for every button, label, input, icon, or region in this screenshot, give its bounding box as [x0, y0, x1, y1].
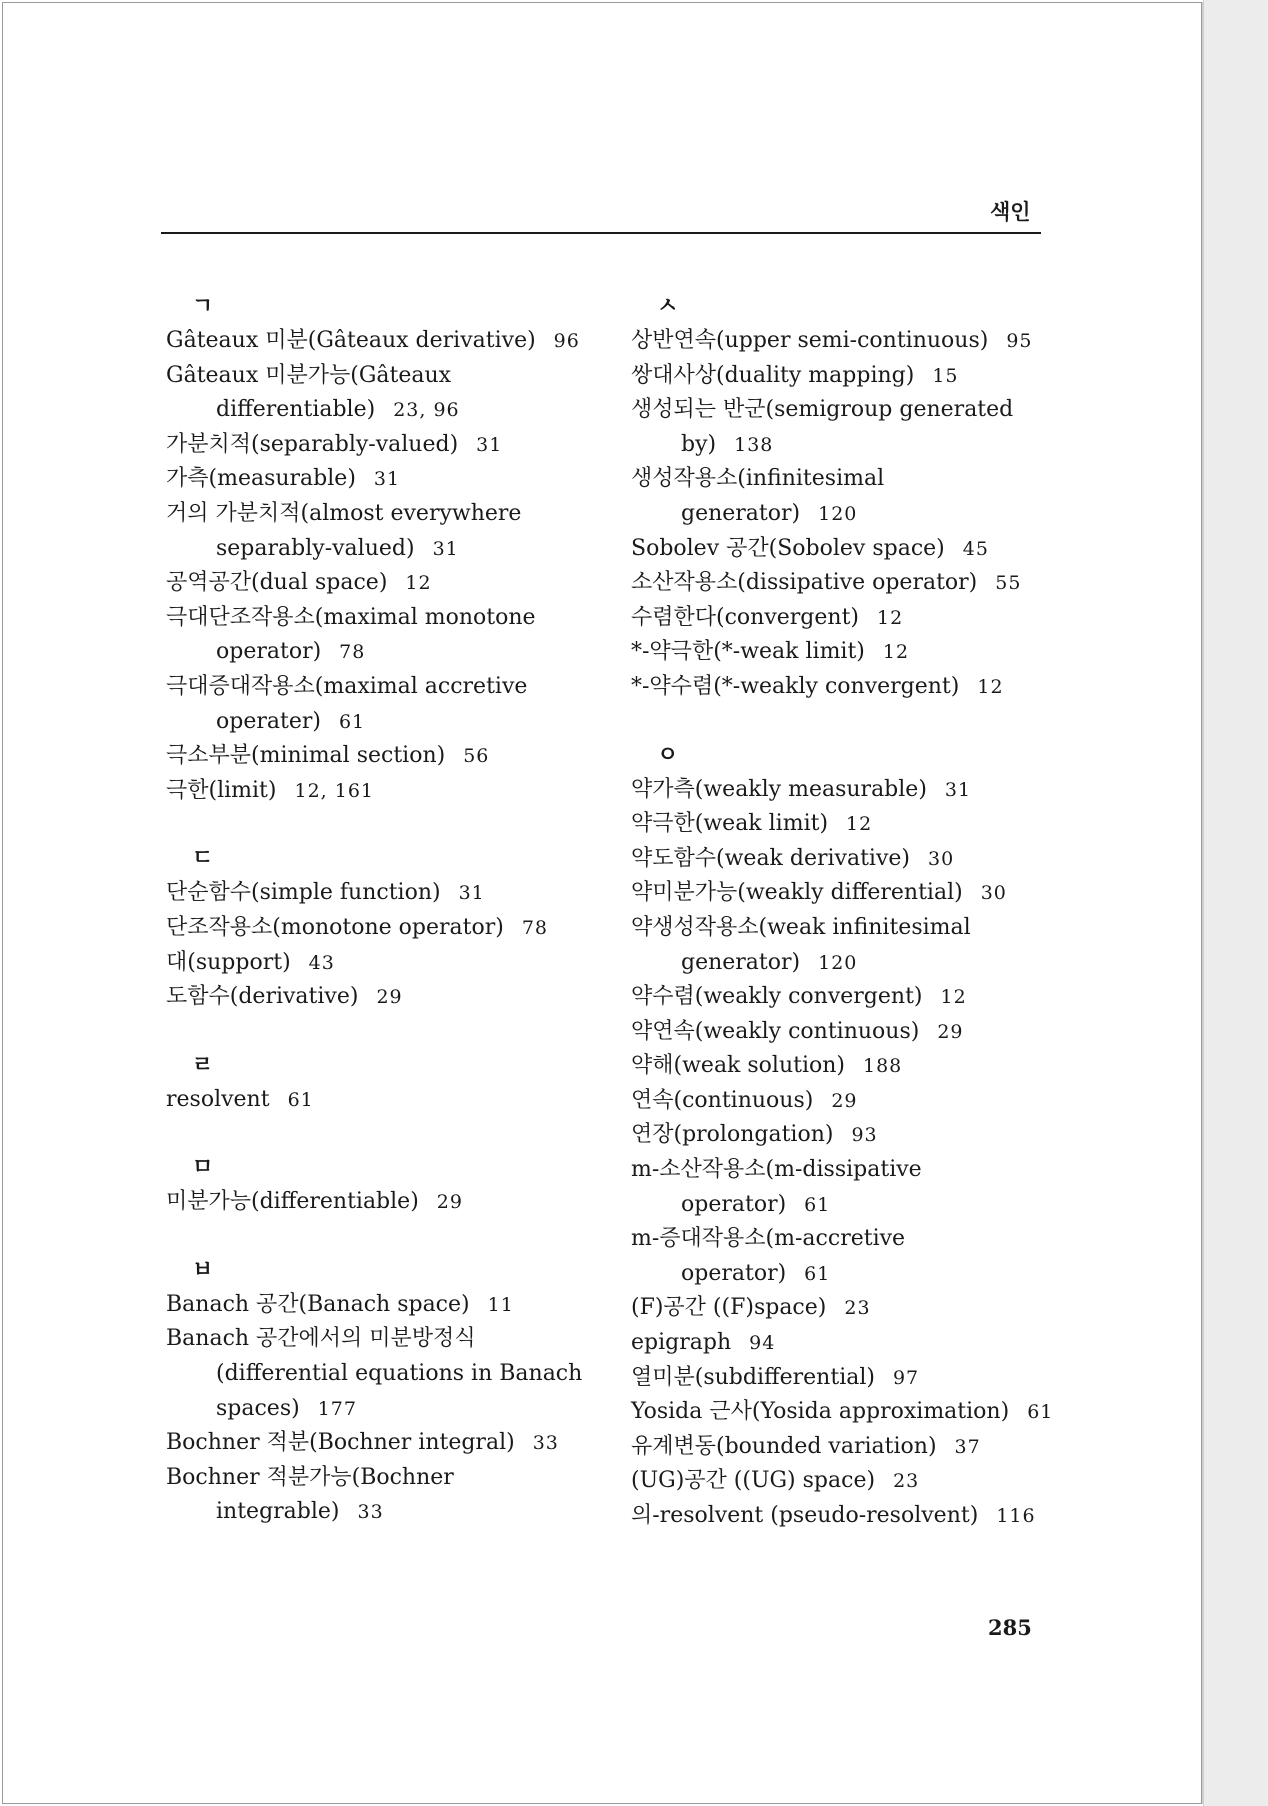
- index-pages: 33: [357, 1501, 384, 1524]
- index-entry: [631, 1015, 1061, 1050]
- index-term: Bochner 적분가능(Bochner integrable): [166, 1464, 454, 1525]
- index-entry: [166, 946, 586, 981]
- index-pages: 37: [954, 1435, 981, 1458]
- index-term: 유계변동(bounded variation): [631, 1433, 937, 1459]
- index-pages: 29: [436, 1191, 463, 1214]
- index-term: 의-resolvent (pseudo-resolvent): [631, 1503, 979, 1528]
- index-entry: [631, 1430, 1061, 1465]
- index-entry: [631, 1326, 1061, 1361]
- index-pages: 120: [818, 502, 858, 525]
- index-term: 공역공간(dual space): [166, 570, 388, 596]
- index-entry: [631, 1291, 1061, 1326]
- index-term: 약생성작용소(weak infinitesimal generator): [631, 914, 971, 975]
- index-pages: 30: [928, 847, 955, 870]
- index-entry: [631, 1361, 1061, 1396]
- index-pages: 55: [995, 572, 1022, 595]
- index-term: resolvent: [166, 1086, 270, 1112]
- index-column-right: [631, 290, 1061, 1534]
- index-pages: 61: [287, 1088, 314, 1111]
- index-term: 약도함수(weak derivative): [631, 845, 910, 871]
- index-pages: 116: [996, 1505, 1036, 1527]
- index-pages: 61: [338, 710, 366, 733]
- index-entry: [631, 1118, 1061, 1153]
- index-pages: 93: [851, 1124, 878, 1147]
- index-term: 극대단조작용소(maximal monotone operator): [166, 604, 536, 665]
- index-pages: 94: [749, 1332, 776, 1355]
- index-entry: [166, 1322, 586, 1426]
- index-term: 연장(prolongation): [631, 1122, 834, 1148]
- index-entry: [631, 980, 1061, 1015]
- index-term: 가측(measurable): [166, 466, 356, 492]
- index-entry: [631, 532, 1061, 567]
- index-entry: [166, 670, 586, 739]
- index-term: (F)공간 ((F)space): [631, 1295, 827, 1321]
- index-entry: [166, 876, 586, 911]
- index-entry: [166, 1288, 586, 1323]
- index-term: *-약수렴(*-weakly convergent): [631, 673, 960, 699]
- index-entry: [631, 566, 1061, 601]
- index-term: 약해(weak solution): [631, 1053, 845, 1079]
- index-entry: [166, 980, 586, 1015]
- index-entry: [631, 1084, 1061, 1119]
- index-term: 극소부분(minimal section): [166, 743, 446, 769]
- index-pages: 29: [831, 1089, 858, 1112]
- index-entry: [631, 1153, 1061, 1222]
- section-letter: ㅅ: [657, 294, 679, 319]
- index-term: 열미분(subdifferential): [631, 1364, 875, 1390]
- index-entry: [631, 1049, 1061, 1084]
- index-pages: 95: [1006, 330, 1033, 352]
- index-term: 수렴한다(convergent): [631, 604, 859, 630]
- index-term: m-증대작용소(m-accretive operator): [631, 1226, 906, 1286]
- index-entry: [631, 635, 1061, 670]
- index-term: 생성작용소(infinitesimal generator): [631, 466, 885, 526]
- index-pages: 11: [487, 1293, 514, 1316]
- index-entry: [631, 462, 1061, 531]
- index-pages: 61: [1027, 1401, 1054, 1424]
- header-rule: [161, 232, 1041, 234]
- index-pages: 31: [458, 882, 485, 905]
- index-column-left: [166, 290, 586, 1530]
- viewer-margin: [1203, 0, 1268, 1806]
- index-entry: [166, 1426, 586, 1461]
- index-term: 약극한(weak limit): [631, 811, 829, 837]
- index-pages: 61: [804, 1262, 831, 1285]
- index-pages: 31: [944, 778, 972, 801]
- index-term: 거의 가분치적(almost everywhere separably-valued): [166, 500, 522, 561]
- index-pages: 43: [308, 951, 335, 974]
- index-pages: 177: [317, 1397, 357, 1420]
- index-entry: [631, 807, 1061, 842]
- index-pages: 96: [553, 330, 580, 352]
- index-term: 생성되는 반군(semigroup generated by): [631, 397, 1014, 457]
- index-entry: [166, 359, 586, 428]
- index-term: 약가측(weakly measurable): [631, 776, 927, 802]
- index-pages: 23: [893, 1470, 920, 1493]
- index-term: 대(support): [166, 949, 291, 975]
- index-entry: [631, 1395, 1061, 1430]
- index-term: Sobolev 공간(Sobolev space): [631, 535, 945, 561]
- index-pages: 29: [937, 1020, 964, 1043]
- index-pages: 15: [932, 364, 959, 387]
- index-term: Yosida 근사(Yosida approximation): [631, 1399, 1010, 1425]
- index-term: *-약극한(*-weak limit): [631, 639, 865, 665]
- index-term: 극대증대작용소(maximal accretive operater): [166, 673, 528, 734]
- index-pages: 12: [882, 641, 910, 664]
- index-entry: [631, 393, 1061, 462]
- index-entry: [631, 773, 1061, 808]
- index-pages: 12: [977, 675, 1004, 698]
- running-head: 색인: [990, 200, 1031, 224]
- index-pages: 12: [846, 813, 873, 836]
- index-pages: 12: [877, 606, 904, 629]
- index-entry: [166, 324, 586, 359]
- index-entry: [631, 324, 1061, 359]
- page-number: 285: [988, 1615, 1032, 1640]
- index-entry: [631, 911, 1061, 980]
- index-term: 도함수(derivative): [166, 984, 359, 1010]
- index-term: 상반연속(upper semi-continuous): [631, 328, 989, 353]
- index-pages: 30: [980, 882, 1007, 905]
- index-entry: [631, 1464, 1061, 1499]
- section-gap: [166, 808, 586, 842]
- index-pages: 56: [463, 745, 490, 768]
- index-term: 가분치적(separably-valued): [166, 431, 459, 457]
- index-pages: 29: [376, 986, 403, 1009]
- index-pages: 31: [432, 537, 459, 560]
- index-entry: [166, 774, 586, 809]
- section-gap: [166, 1220, 586, 1254]
- section-letter: ㄱ: [192, 294, 214, 319]
- section-letter: ㄷ: [192, 846, 214, 872]
- index-pages: 78: [339, 641, 366, 664]
- index-term: 소산작용소(dissipative operator): [631, 570, 978, 596]
- index-entry: [631, 359, 1061, 394]
- index-entry: [631, 1499, 1061, 1534]
- index-entry: [166, 1185, 586, 1220]
- index-term: Banach 공간에서의 미분방정식 (differential equations in Banach spaces): [166, 1326, 583, 1421]
- index-term: 약수렴(weakly convergent): [631, 984, 923, 1010]
- section-letter: ㄹ: [192, 1052, 214, 1078]
- index-entry: [166, 566, 586, 601]
- section-letter: ㅂ: [192, 1257, 214, 1283]
- index-term: 쌍대사상(duality mapping): [631, 362, 915, 388]
- index-entry: [166, 911, 586, 946]
- index-entry: [166, 601, 586, 670]
- index-pages: 97: [892, 1366, 920, 1389]
- section-letter: ㅇ: [657, 742, 679, 768]
- index-term: Bochner 적분(Bochner integral): [166, 1430, 515, 1456]
- index-term: m-소산작용소(m-dissipative operator): [631, 1157, 922, 1217]
- section-gap: [166, 1117, 586, 1151]
- index-pages: 138: [734, 433, 774, 456]
- index-pages: 45: [962, 537, 989, 560]
- index-entry: [166, 428, 586, 463]
- section-letter: ㅁ: [192, 1155, 214, 1181]
- index-term: 극한(limit): [166, 777, 277, 803]
- index-entry: [166, 1083, 586, 1118]
- index-pages: 78: [521, 916, 548, 939]
- index-term: 약미분가능(weakly differential): [631, 880, 963, 906]
- index-term: 약연속(weakly continuous): [631, 1018, 920, 1044]
- index-term: 연속(continuous): [631, 1087, 814, 1113]
- index-pages: 33: [532, 1432, 559, 1455]
- index-pages: 23: [844, 1297, 871, 1320]
- section-gap: [166, 1015, 586, 1049]
- index-entry: [631, 876, 1061, 911]
- index-entry: [166, 462, 586, 497]
- index-pages: 120: [818, 951, 858, 974]
- index-pages: 31: [476, 433, 503, 456]
- index-term: Gâteaux 미분(Gâteaux derivative): [166, 328, 536, 353]
- index-pages: 12, 161: [294, 779, 375, 802]
- index-pages: 12: [940, 986, 967, 1009]
- index-pages: 23, 96: [393, 399, 460, 422]
- index-entry: [166, 497, 586, 566]
- index-entry: [631, 842, 1061, 877]
- index-entry: [166, 1461, 586, 1530]
- index-term: (UG)공간 ((UG) space): [631, 1468, 876, 1494]
- index-pages: 61: [804, 1193, 831, 1216]
- index-entry: [166, 739, 586, 774]
- index-term: Banach 공간(Banach space): [166, 1291, 470, 1317]
- index-entry: [631, 1222, 1061, 1291]
- index-entry: [631, 670, 1061, 705]
- index-term: 단순함수(simple function): [166, 880, 441, 906]
- index-term: 미분가능(differentiable): [166, 1189, 419, 1215]
- section-gap: [631, 705, 1061, 739]
- index-term: Gâteaux 미분가능(Gâteaux differentiable): [166, 362, 452, 423]
- index-term: epigraph: [631, 1330, 732, 1356]
- index-pages: 31: [373, 468, 401, 491]
- index-pages: 12: [405, 572, 432, 595]
- index-entry: [631, 601, 1061, 636]
- index-term: 단조작용소(monotone operator): [166, 914, 504, 940]
- index-pages: 188: [863, 1055, 903, 1078]
